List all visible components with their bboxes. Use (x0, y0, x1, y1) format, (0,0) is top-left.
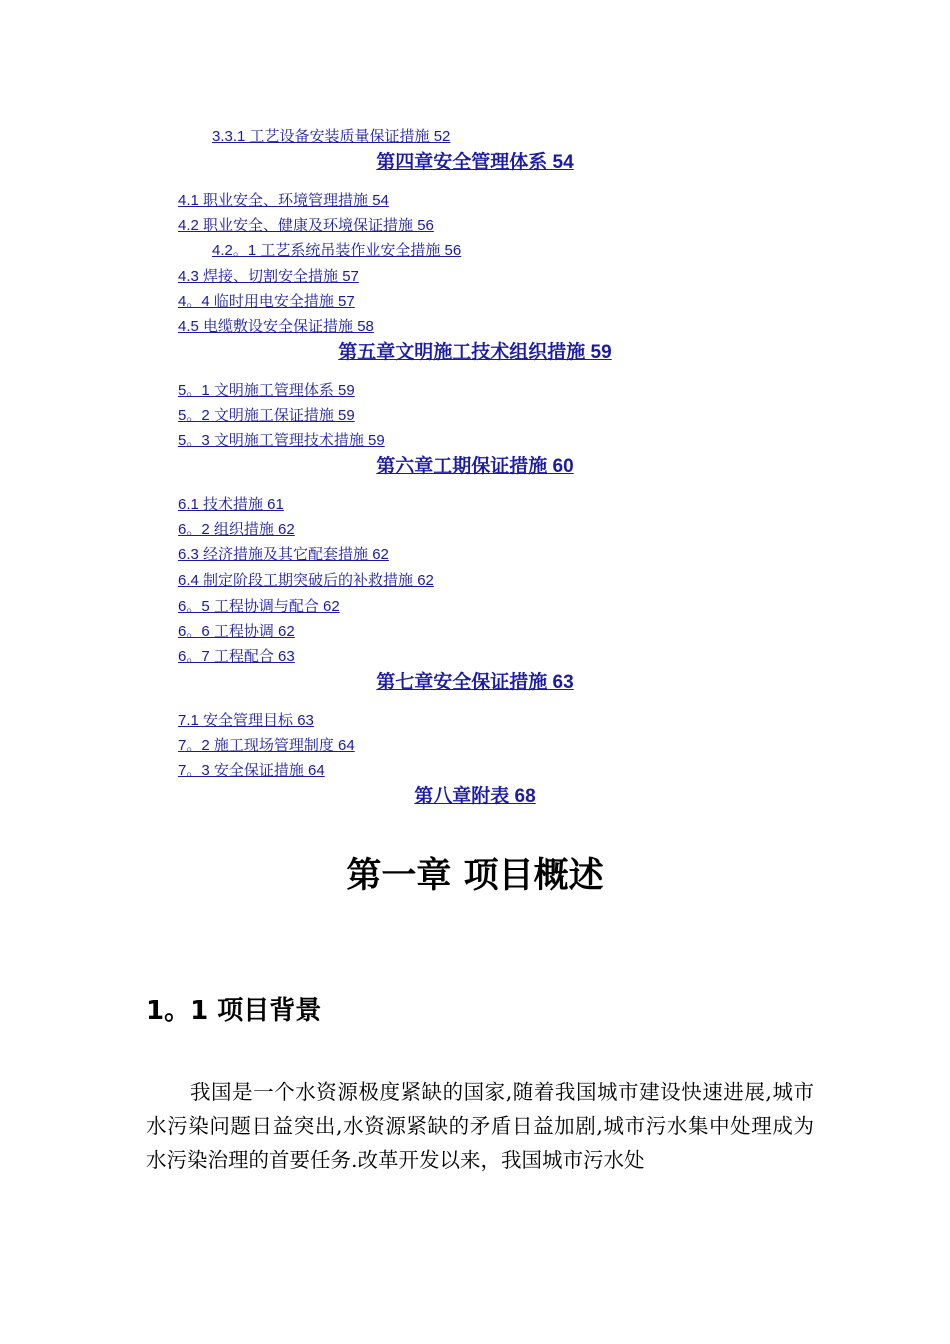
toc-item-3-3-1[interactable]: 3.3.1 工艺设备安装质量保证措施 52 (212, 128, 451, 145)
body-paragraph: 我国是一个水资源极度紧缺的国家,随着我国城市建设快速进展,城市水污染问题日益突出,水资源紧缺的矛盾日益加剧,城市污水集中处理成为水污染治理的首要任务.改革开发以来，我国城市污水处 (146, 1080, 814, 1172)
toc-item-5-3[interactable]: 5。3 文明施工管理技术措施 59 (178, 432, 385, 449)
chapter-title: 第一章 项目概述 (346, 856, 604, 896)
toc-chapter-6[interactable]: 第六章工期保证措施 60 (376, 456, 574, 477)
toc-item-4-1[interactable]: 4.1 职业安全、环境管理措施 54 (178, 192, 389, 209)
toc-item-4-2[interactable]: 4.2 职业安全、健康及环境保证措施 56 (178, 217, 434, 234)
toc-item-4-4[interactable]: 4。4 临时用电安全措施 57 (178, 293, 355, 310)
toc-chapter-7[interactable]: 第七章安全保证措施 63 (376, 672, 574, 693)
section-title: 1。1 项目背景 (146, 996, 322, 1026)
toc-item-7-1[interactable]: 7.1 安全管理目标 63 (178, 712, 314, 729)
toc-item-7-3[interactable]: 7。3 安全保证措施 64 (178, 762, 325, 779)
toc-item-6-6[interactable]: 6。6 工程协调 62 (178, 623, 295, 640)
toc-item-6-7[interactable]: 6。7 工程配合 63 (178, 648, 295, 665)
toc-item-6-1[interactable]: 6.1 技术措施 61 (178, 496, 284, 513)
toc-item-6-5[interactable]: 6。5 工程协调与配合 62 (178, 598, 340, 615)
toc-chapter-4[interactable]: 第四章安全管理体系 54 (376, 152, 574, 173)
toc-item-6-2[interactable]: 6。2 组织措施 62 (178, 521, 295, 538)
toc-item-4-2-1[interactable]: 4.2。1 工艺系统吊装作业安全措施 56 (212, 242, 462, 259)
toc-chapter-8[interactable]: 第八章附表 68 (414, 786, 536, 807)
toc-item-4-3[interactable]: 4.3 焊接、切割安全措施 57 (178, 268, 359, 285)
toc-item-6-4[interactable]: 6.4 制定阶段工期突破后的补救措施 62 (178, 572, 434, 589)
toc-chapter-5[interactable]: 第五章文明施工技术组织措施 59 (338, 342, 612, 363)
toc-item-7-2[interactable]: 7。2 施工现场管理制度 64 (178, 737, 355, 754)
toc-item-5-2[interactable]: 5。2 文明施工保证措施 59 (178, 407, 355, 424)
toc-item-4-5[interactable]: 4.5 电缆敷设安全保证措施 58 (178, 318, 374, 335)
toc-item-6-3[interactable]: 6.3 经济措施及其它配套措施 62 (178, 546, 389, 563)
toc-item-5-1[interactable]: 5。1 文明施工管理体系 59 (178, 382, 355, 399)
